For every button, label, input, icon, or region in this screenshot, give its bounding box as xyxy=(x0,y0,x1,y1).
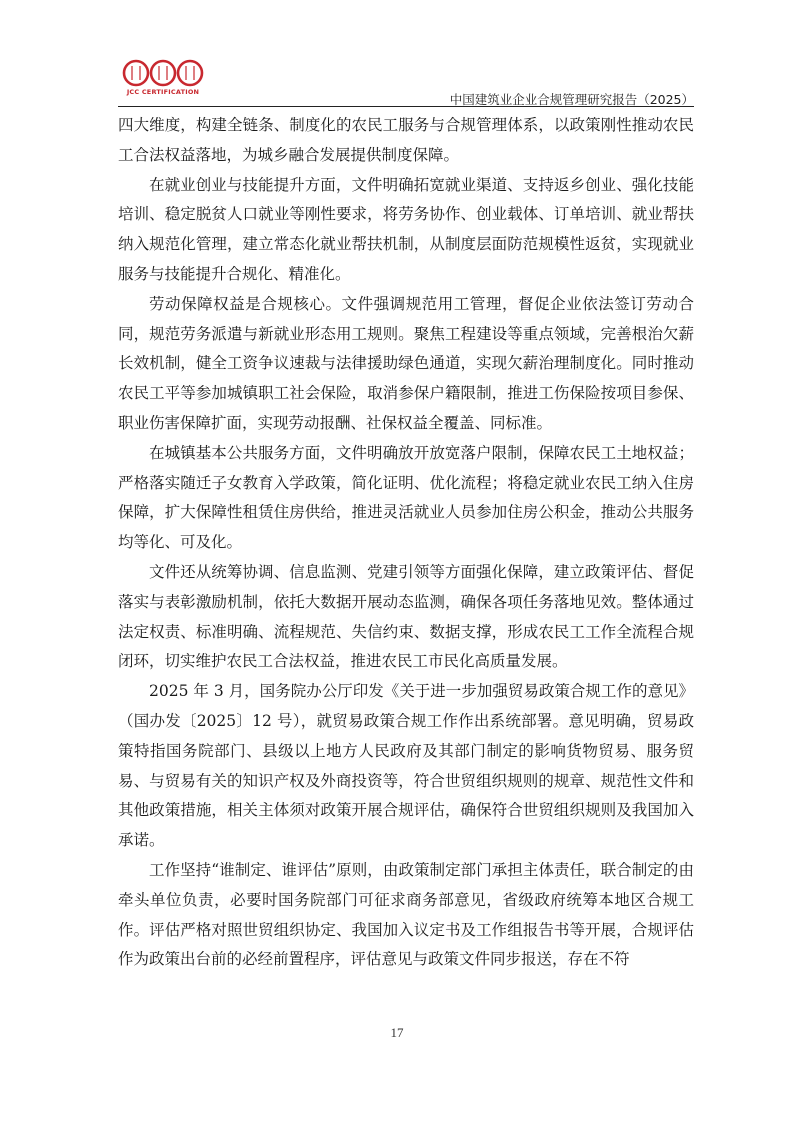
header-divider xyxy=(118,106,694,107)
paragraph-7: 工作坚持“谁制定、谁评估”原则，由政策制定部门承担主体责任，联合制定的由牵头单位负责，必要时国务院部门可征求商务部意见，省级政府统筹本地区合规工作。评估严格对照世贸组织协定、我国加入议定书及工作组报告书等开展，合规评估作为政策出台前的必经前置程序，评估意见与政策文件同步报送，存在不符 xyxy=(118,860,694,969)
paragraph-4: 在城镇基本公共服务方面，文件明确放开放宽落户限制，保障农民工土地权益；严格落实随迁子女教育入学政策，简化证明、优化流程；将稳定就业农民工纳入住房保障，扩大保障性租赁住房供给，推进灵活就业人员参加住房公积金，推动公共服务均等化、可及化。 xyxy=(118,443,694,552)
logo-caption: JCC CERTIFICATION xyxy=(126,88,200,96)
paragraph-6: 2025 年 3 月，国务院办公厅印发《关于进一步加强贸易政策合规工作的意见》（国办发〔2025〕12 号），就贸易政策合规工作作出系统部署。意见明确，贸易政策特指国务院部门、县级以上地方人民政府及其部门制定的影响货物贸易、服务贸易、与贸易有关的知识产权及外商投资等，符合世贸组织规则的规章、规范性文件和其他政策措施，相关主体须对政策开展合规评估，确保符合世贸组织规则及我国加入承诺。 xyxy=(118,682,694,850)
paragraph-3: 劳动保障权益是合规核心。文件强调规范用工管理，督促企业依法签订劳动合同，规范劳务派遣与新就业形态用工规则。聚焦工程建设等重点领域，完善根治欠薪长效机制，健全工资争议速裁与法律援助绿色通道，实现欠薪治理制度化。同时推动农民工平等参加城镇职工社会保险，取消参保户籍限制，推进工伤保险按项目参保、职业伤害保障扩面，实现劳动报酬、社保权益全覆盖、同标准。 xyxy=(118,294,694,432)
body-text xyxy=(118,111,694,975)
page-number: 17 xyxy=(390,1025,404,1040)
paragraph-1: 四大维度，构建全链条、制度化的农民工服务与合规管理体系，以政策刚性推动农民工合法权益落地，为城乡融合发展提供制度保障。 xyxy=(118,116,694,164)
paragraph-2: 在就业创业与技能提升方面，文件明确拓宽就业渠道、支持返乡创业、强化技能培训、稳定脱贫人口就业等刚性要求，将劳务协作、创业载体、订单培训、就业帮扶纳入规范化管理，建立常态化就业帮扶机制，从制度层面防范规模性返贫，实现就业服务与技能提升合规化、精准化。 xyxy=(118,175,694,283)
report-title: 中国建筑业企业合规管理研究报告（2025） xyxy=(449,92,694,107)
jcc-logo xyxy=(118,58,208,98)
jcc-logo-rings-icon xyxy=(118,58,208,88)
page-header xyxy=(118,58,694,106)
paragraph-5: 文件还从统筹协调、信息监测、党建引领等方面强化保障，建立政策评估、督促落实与表彰激励机制，依托大数据开展动态监测，确保各项任务落地见效。整体通过法定权责、标准明确、流程规范、失信约束、数据支撑，形成农民工工作全流程合规闭环，切实维护农民工合法权益，推进农民工市民化高质量发展。 xyxy=(118,562,694,671)
